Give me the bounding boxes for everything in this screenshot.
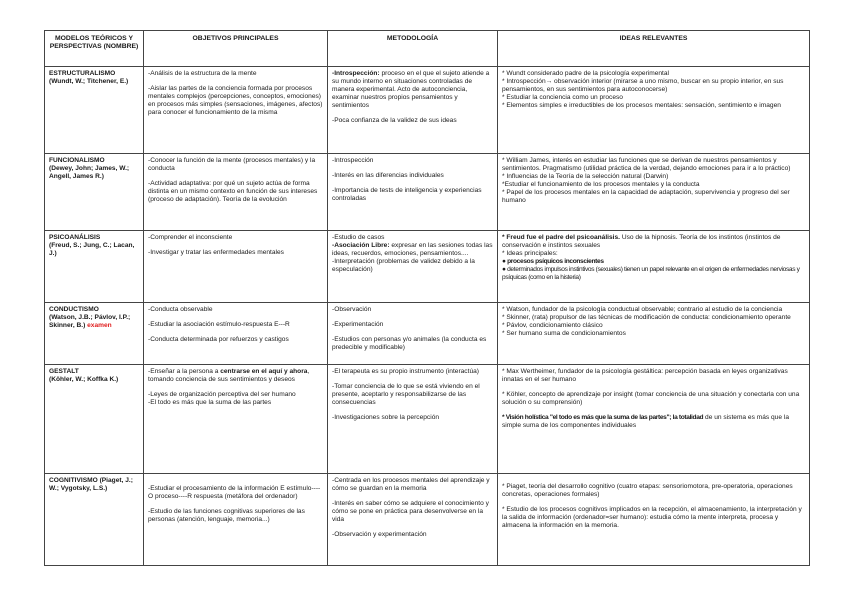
method: -Asociación Libre: expresar en las sesiones todas las ideas, recuerdos, emociones, pensamientos.... <box>332 242 493 258</box>
idea: * Freud fue el padre del psicoanálisis. Uso de la hipnosis. Teoría de los instintos (instintos de conservación e instintos sexuales <box>502 234 781 250</box>
method: -Estudio de casos <box>332 234 385 241</box>
header-objectives: OBJETIVOS PRINCIPALES <box>144 31 328 67</box>
method: -Observación y experimentación <box>332 531 427 539</box>
model-cell <box>45 154 144 231</box>
model-cell <box>45 303 144 365</box>
idea: ● procesos psíquicos inconscientes <box>502 258 604 266</box>
method: -Interés en saber cómo se adquiere el conocimiento y cómo se pone en práctica para desenvolverse en la vida <box>332 500 489 524</box>
objective: -Estudiar la asociación estímulo-respuesta E---R <box>148 321 290 329</box>
idea: * Piaget, teoría del desarrollo cognitivo (cuatro etapas: sensoriomotora, pre-operatoria, operaciones concretas, operaciones formales) <box>502 483 793 499</box>
objective: -Investigar y tratar las enfermedades mentales <box>148 249 284 257</box>
method: -Investigaciones sobre la percepción <box>332 414 440 422</box>
table-row <box>45 67 810 154</box>
idea: * Ideas principales: <box>502 250 558 258</box>
model-name: ESTRUCTURALISMO <box>49 70 116 77</box>
idea: ● determinados impulsos instintivos (sexuales) tienen un papel relevante en el origen de enfermedades nerviosas y psíquicas (como en la histeria) <box>502 266 800 282</box>
objective: -Análisis de la estructura de la mente <box>148 70 257 77</box>
model-cell <box>45 67 144 154</box>
method: -Estudios con personas y/o animales (la conducta es predecible y modificable) <box>332 336 487 352</box>
method: -Observación <box>332 306 372 313</box>
table-row <box>45 474 810 566</box>
idea: * Pávlov, condicionamiento clásico <box>502 322 603 330</box>
methodology-cell <box>328 303 498 365</box>
model-name: PSICOANÁLISIS <box>49 234 101 241</box>
table-row <box>45 365 810 474</box>
method: -Introspección: proceso en el que el sujeto atiende a su mundo interno en situaciones controladas de manera experimental. Acto de autoconciencia, examinar nuestros propios pensamientos y sentimientos <box>332 70 490 110</box>
objective: -Conducta observable <box>148 306 213 313</box>
psychology-models-table <box>44 30 810 566</box>
idea: * Skinner, (rata) propulsor de las técnicas de modificación de conducta: condicionamiento operante <box>502 314 791 322</box>
methodology-cell <box>328 67 498 154</box>
idea: *Estudiar el funcionamiento de los procesos mentales y la conducta <box>502 181 700 189</box>
idea: * Introspección→ observación interior (mirarse a uno mismo, buscar en su propio interior, en sus pensamientos, en sus sentimientos para autoconocerse) <box>502 78 784 94</box>
methodology-cell <box>328 154 498 231</box>
objective: -Estudiar el procesamiento de la información E estímulo----O proceso----R respuesta (metáfora del ordenador) <box>148 485 321 501</box>
method: -Experimentación <box>332 321 384 329</box>
model-name: GESTALT <box>49 368 79 375</box>
model-authors: (Wundt, W.; Titchener, E.) <box>49 78 129 86</box>
method: -Interpretación (problemas de validez debido a la especulación) <box>332 258 475 274</box>
objectives-cell <box>144 67 328 154</box>
ideas-cell <box>498 67 810 154</box>
idea: * Estudiar la conciencia como un proceso <box>502 94 623 102</box>
idea: * Watson, fundador de la psicología conductual observable; contrario al estudio de la conciencia <box>502 306 783 313</box>
methodology-cell <box>328 474 498 566</box>
idea: * Estudio de los procesos cognitivos implicados en la recepción, el almacenamiento, la interpretación y la salida de información (ordenador=ser humano): estudia cómo la mente interpreta, procesa y almacena la información en la memoria. <box>502 506 802 530</box>
objective: -Actividad adaptativa: por qué un sujeto actúa de forma distinta en un mismo contexto en función de sus intereses (proceso de adaptación). Teoría de la evolución <box>148 180 318 204</box>
model-authors: (Watson, J.B.; Pávlov, I.P.; Skinner, B.) examen <box>49 314 131 330</box>
method: -Introspección <box>332 157 374 164</box>
model-name: CONDUCTISMO <box>49 306 99 313</box>
objective: -Leyes de organización perceptiva del ser humano <box>148 391 296 399</box>
model-cell <box>45 365 144 474</box>
idea: * Köhler, concepto de aprendizaje por insight (tomar conciencia de una situación y conectarla con una solución o su comprensión) <box>502 391 800 407</box>
ideas-cell <box>498 365 810 474</box>
method: -Interés en las diferencias individuales <box>332 172 444 180</box>
idea: * William James, interés en estudiar las funciones que se derivan de nuestros pensamientos y sentimientos. Pragmatismo (utilidad práctica de la verdad, dejando emociones para ir a lo práctico) <box>502 157 791 173</box>
objectives-cell <box>144 303 328 365</box>
idea: * Wundt considerado padre de la psicología experimental <box>502 70 670 77</box>
method: -Centrada en los procesos mentales del aprendizaje y cómo se guardan en la memoria <box>332 477 490 493</box>
method: -Importancia de tests de inteligencia y experiencias controladas <box>332 187 482 203</box>
idea: * Max Wertheimer, fundador de la psicología gestáltica: percepción basada en leyes organizativas innatas en el ser humano <box>502 368 788 384</box>
idea: * Influencias de la Teoría de la selección natural (Darwin) <box>502 173 669 181</box>
ideas-cell <box>498 303 810 365</box>
model-name: COGNITIVISMO (Piaget, J.; W.; Vygotsky, L.S.) <box>49 477 133 493</box>
objective: -Conocer la función de la mente (procesos mentales) y la conducta <box>148 157 316 173</box>
ideas-cell <box>498 154 810 231</box>
model-authors: (Köhler, W.; Koffka K.) <box>49 376 119 384</box>
model-authors: (Dewey, John; James, W.; Angell, James R.) <box>49 165 130 181</box>
objectives-cell <box>144 231 328 303</box>
model-name: FUNCIONALISMO <box>49 157 105 164</box>
header-methodology: METODOLOGÍA <box>328 31 498 67</box>
header-row <box>45 31 810 67</box>
objective: -Aislar las partes de la conciencia formada por procesos mentales complejos (percepciones, conceptos, emociones) en procesos más simples (sensaciones, imágenes, afectos) para conocer el funcionamiento de la misma <box>148 85 323 117</box>
idea: * Elementos simples e irreductibles de los procesos mentales: sensación, sentimiento e imagen <box>502 102 781 110</box>
objectives-cell <box>144 154 328 231</box>
objectives-cell <box>144 365 328 474</box>
table-row <box>45 231 810 303</box>
objective: -Comprender el inconsciente <box>148 234 233 241</box>
model-cell <box>45 474 144 566</box>
header-models: MODELOS TEÓRICOS Y PERSPECTIVAS (NOMBRE) <box>45 31 144 67</box>
method: -Poca confianza de la validez de sus ideas <box>332 117 457 125</box>
objective: -Enseñar a la persona a centrarse en el aquí y ahora, tomando conciencia de sus sentimientos y deseos <box>148 368 310 384</box>
idea: * Ser humano suma de condicionamientos <box>502 330 626 338</box>
idea: * Visión holística "el todo es más que la suma de las partes"; la totalidad de un sistema es más que la simple suma de los componentes individuales <box>502 414 789 430</box>
table-row <box>45 303 810 365</box>
header-ideas: IDEAS RELEVANTES <box>498 31 810 67</box>
objectives-cell <box>144 474 328 566</box>
ideas-cell <box>498 231 810 303</box>
table-row <box>45 154 810 231</box>
objective: -El todo es más que la suma de las partes <box>148 399 272 407</box>
objective: -Conducta determinada por refuerzos y castigos <box>148 336 289 344</box>
model-authors: (Freud, S.; Jung, C.; Lacan, J.) <box>49 242 135 258</box>
objective: -Estudio de las funciones cognitivas superiores de las personas (atención, lenguaje, memoria...) <box>148 508 305 524</box>
model-cell <box>45 231 144 303</box>
methodology-cell <box>328 365 498 474</box>
method: -Tomar conciencia de lo que se está viviendo en el presente, aceptarlo y responsabilizarse de las consecuencias <box>332 383 480 407</box>
method: -El terapeuta es su propio instrumento (interactúa) <box>332 368 479 375</box>
methodology-cell <box>328 231 498 303</box>
idea: * Papel de los procesos mentales en la capacidad de adaptación, supervivencia y progreso del ser humano <box>502 189 790 205</box>
ideas-cell <box>498 474 810 566</box>
exam-marker: examen <box>87 322 112 330</box>
